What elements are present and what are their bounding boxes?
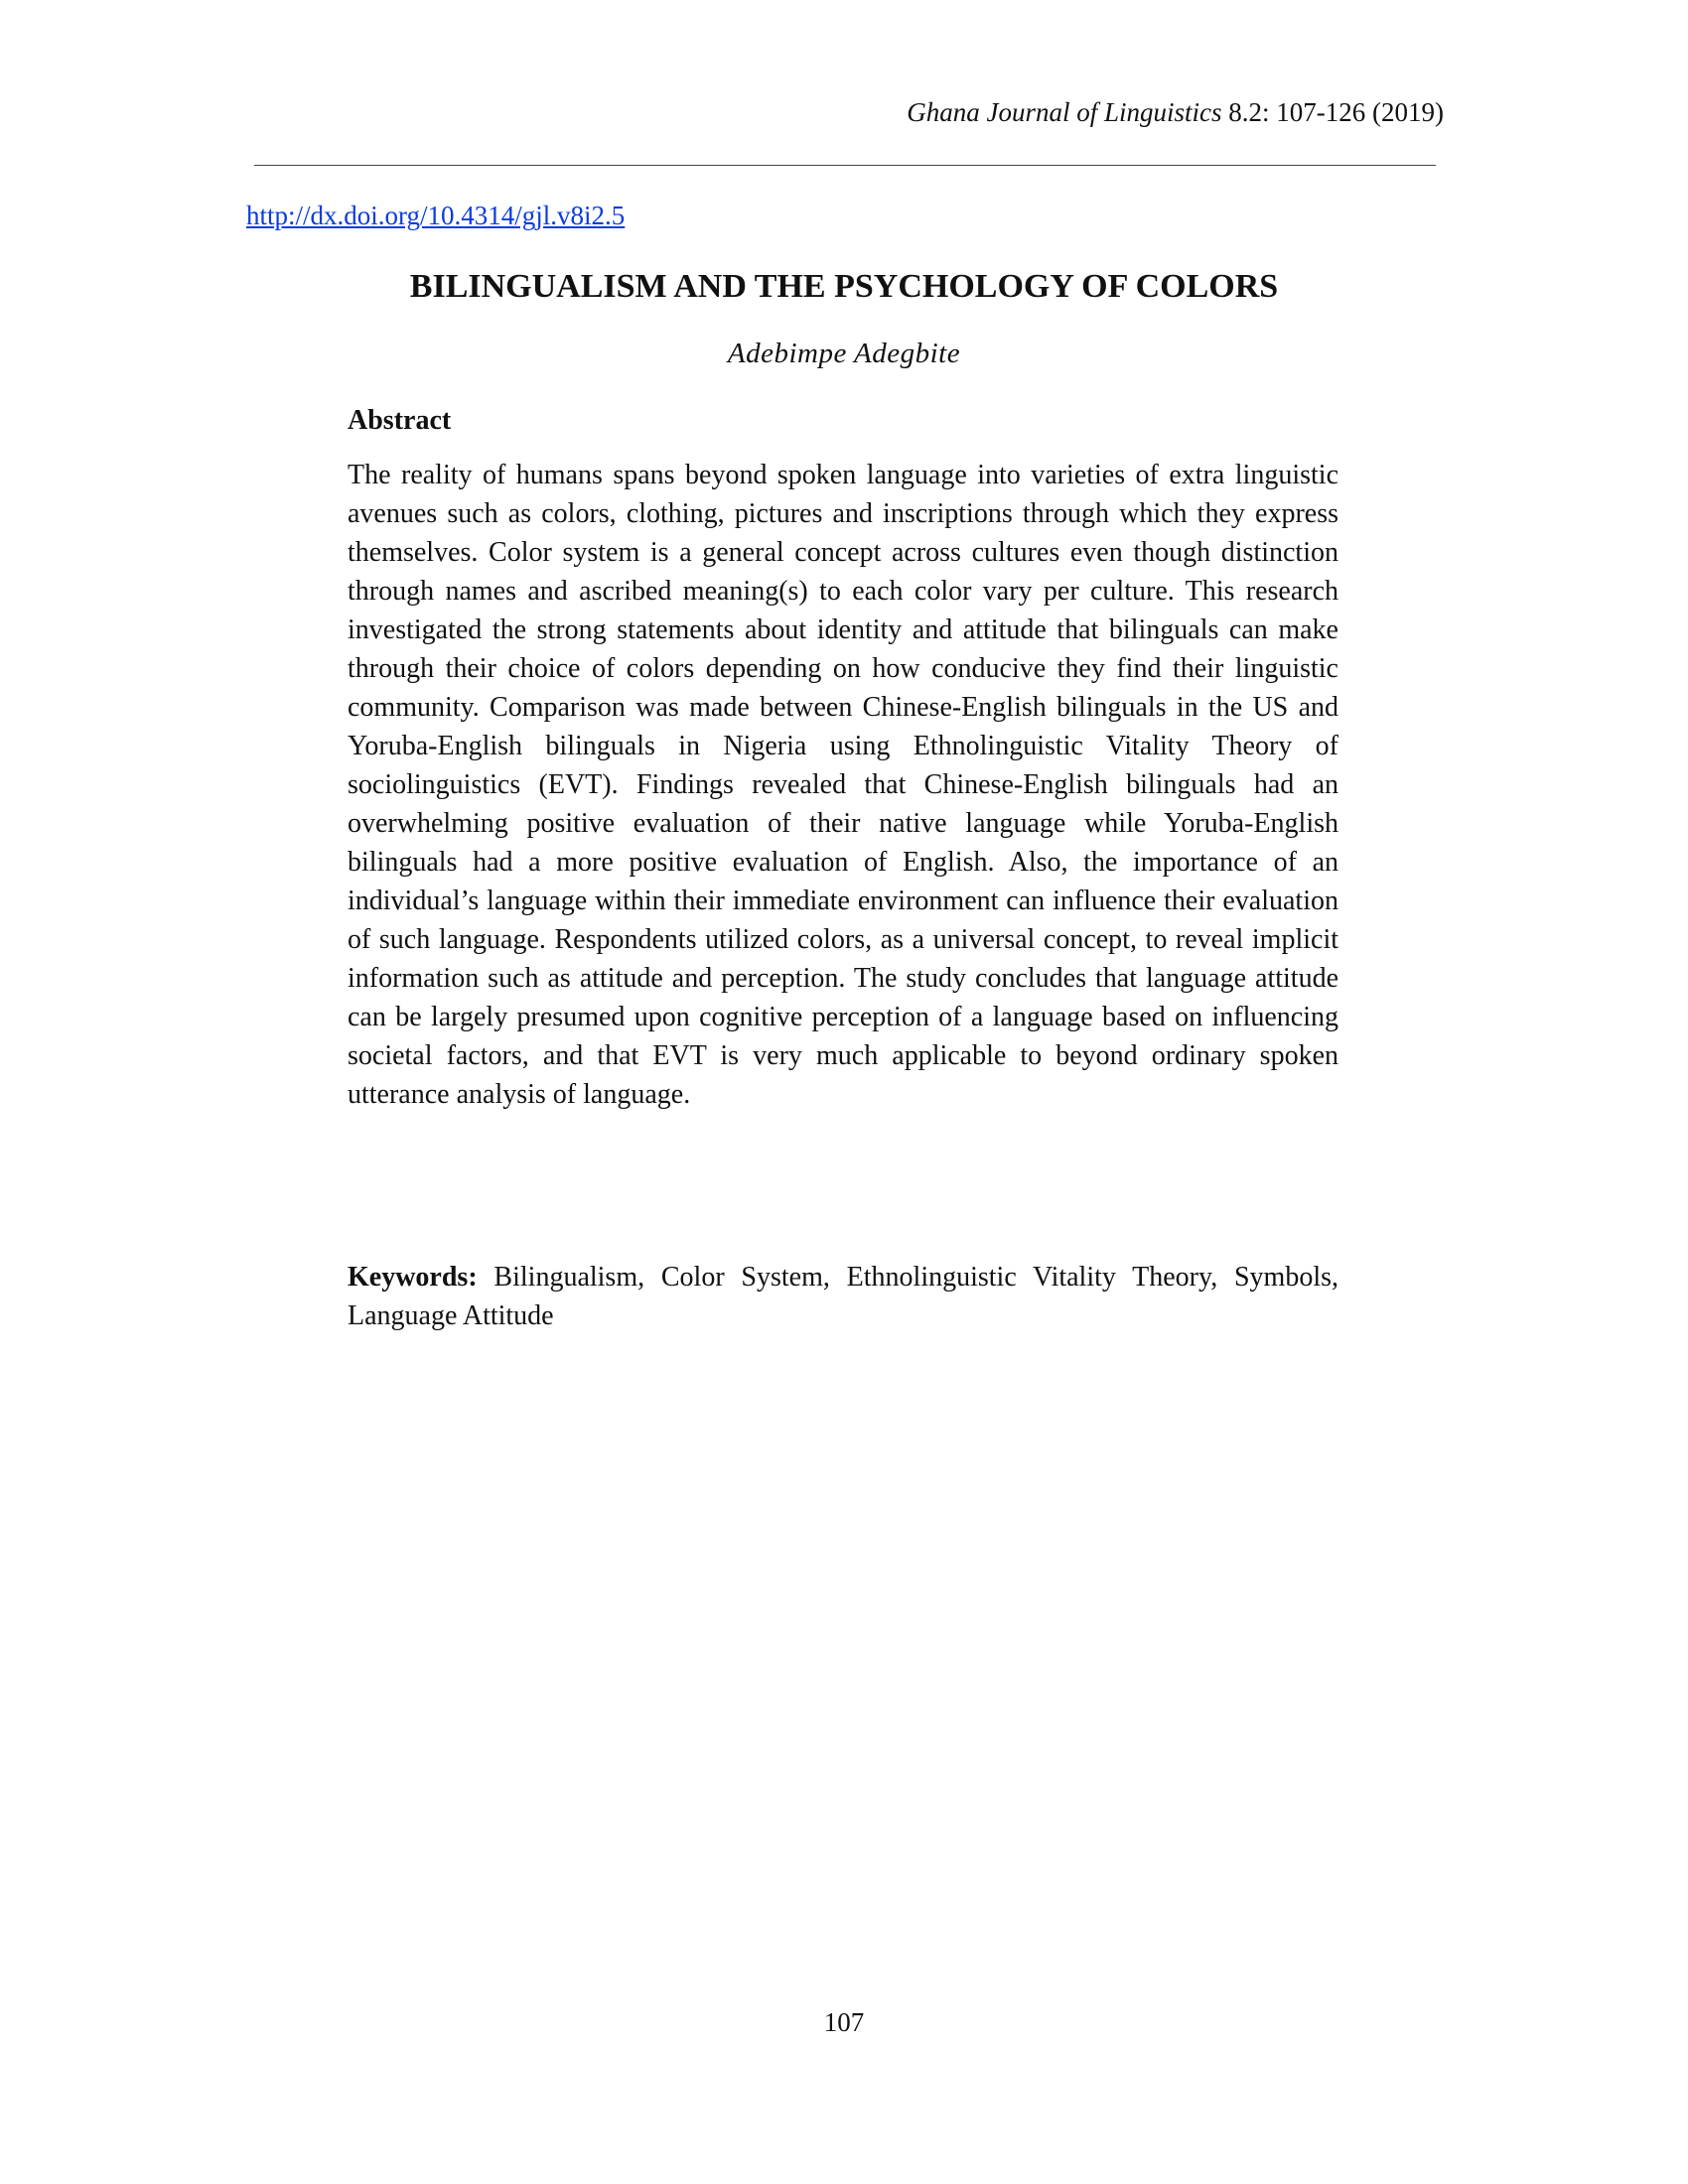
abstract-text: The reality of humans spans beyond spoken language into varieties of extra linguistic avenues such as colors, clothing, pictures and inscriptions through which they express themselves. Color system is a general concept across cultures even though distinction through names and ascribed meaning(s) to each color vary per culture. This research investigated the strong statements about identity and attitude that bilinguals can make through their choice of colors depending on how conducive they find their linguistic community. Comparison was made between Chinese-English bilinguals in the US and Yoruba-English bilinguals in Nigeria using Ethnolinguistic Vitality Theory of sociolinguistics (EVT). Findings revealed that Chinese-English bilinguals had an overwhelming positive evaluation of their native language while Yoruba-English bilinguals had a more positive evaluation of English. Also, the importance of an individual’s language within their immediate environment can influence their evaluation of such language. Respondents utilized colors, as a universal concept, to reveal implicit information such as attitude and perception. The study concludes that language attitude can be largely presumed upon cognitive perception of a language based on influencing societal factors, and that EVT is very much applicable to beyond ordinary spoken utterance analysis of language.: [348, 460, 1338, 1110]
keywords-text: Bilingualism, Color System, Ethnolinguistic Vitality Theory, Symbols, Language Attitude: [348, 1262, 1338, 1331]
paper-title: BILINGUALISM AND THE PSYCHOLOGY OF COLORS: [409, 268, 1279, 305]
journal-name: Ghana Journal of Linguistics: [907, 97, 1222, 127]
author-name: Adebimpe Adegbite: [727, 338, 961, 369]
keywords-section: [348, 1258, 1338, 1335]
page-number: 107: [823, 2007, 865, 2037]
doi-link[interactable]: http://dx.doi.org/10.4314/gjl.v8i2.5: [246, 201, 626, 230]
journal-citation: 8.2: 107-126 (2019): [1221, 97, 1444, 127]
abstract-heading: Abstract: [348, 405, 452, 436]
header-divider: [254, 165, 1436, 166]
keywords-label: Keywords:: [348, 1262, 478, 1293]
running-header: [907, 99, 1444, 126]
